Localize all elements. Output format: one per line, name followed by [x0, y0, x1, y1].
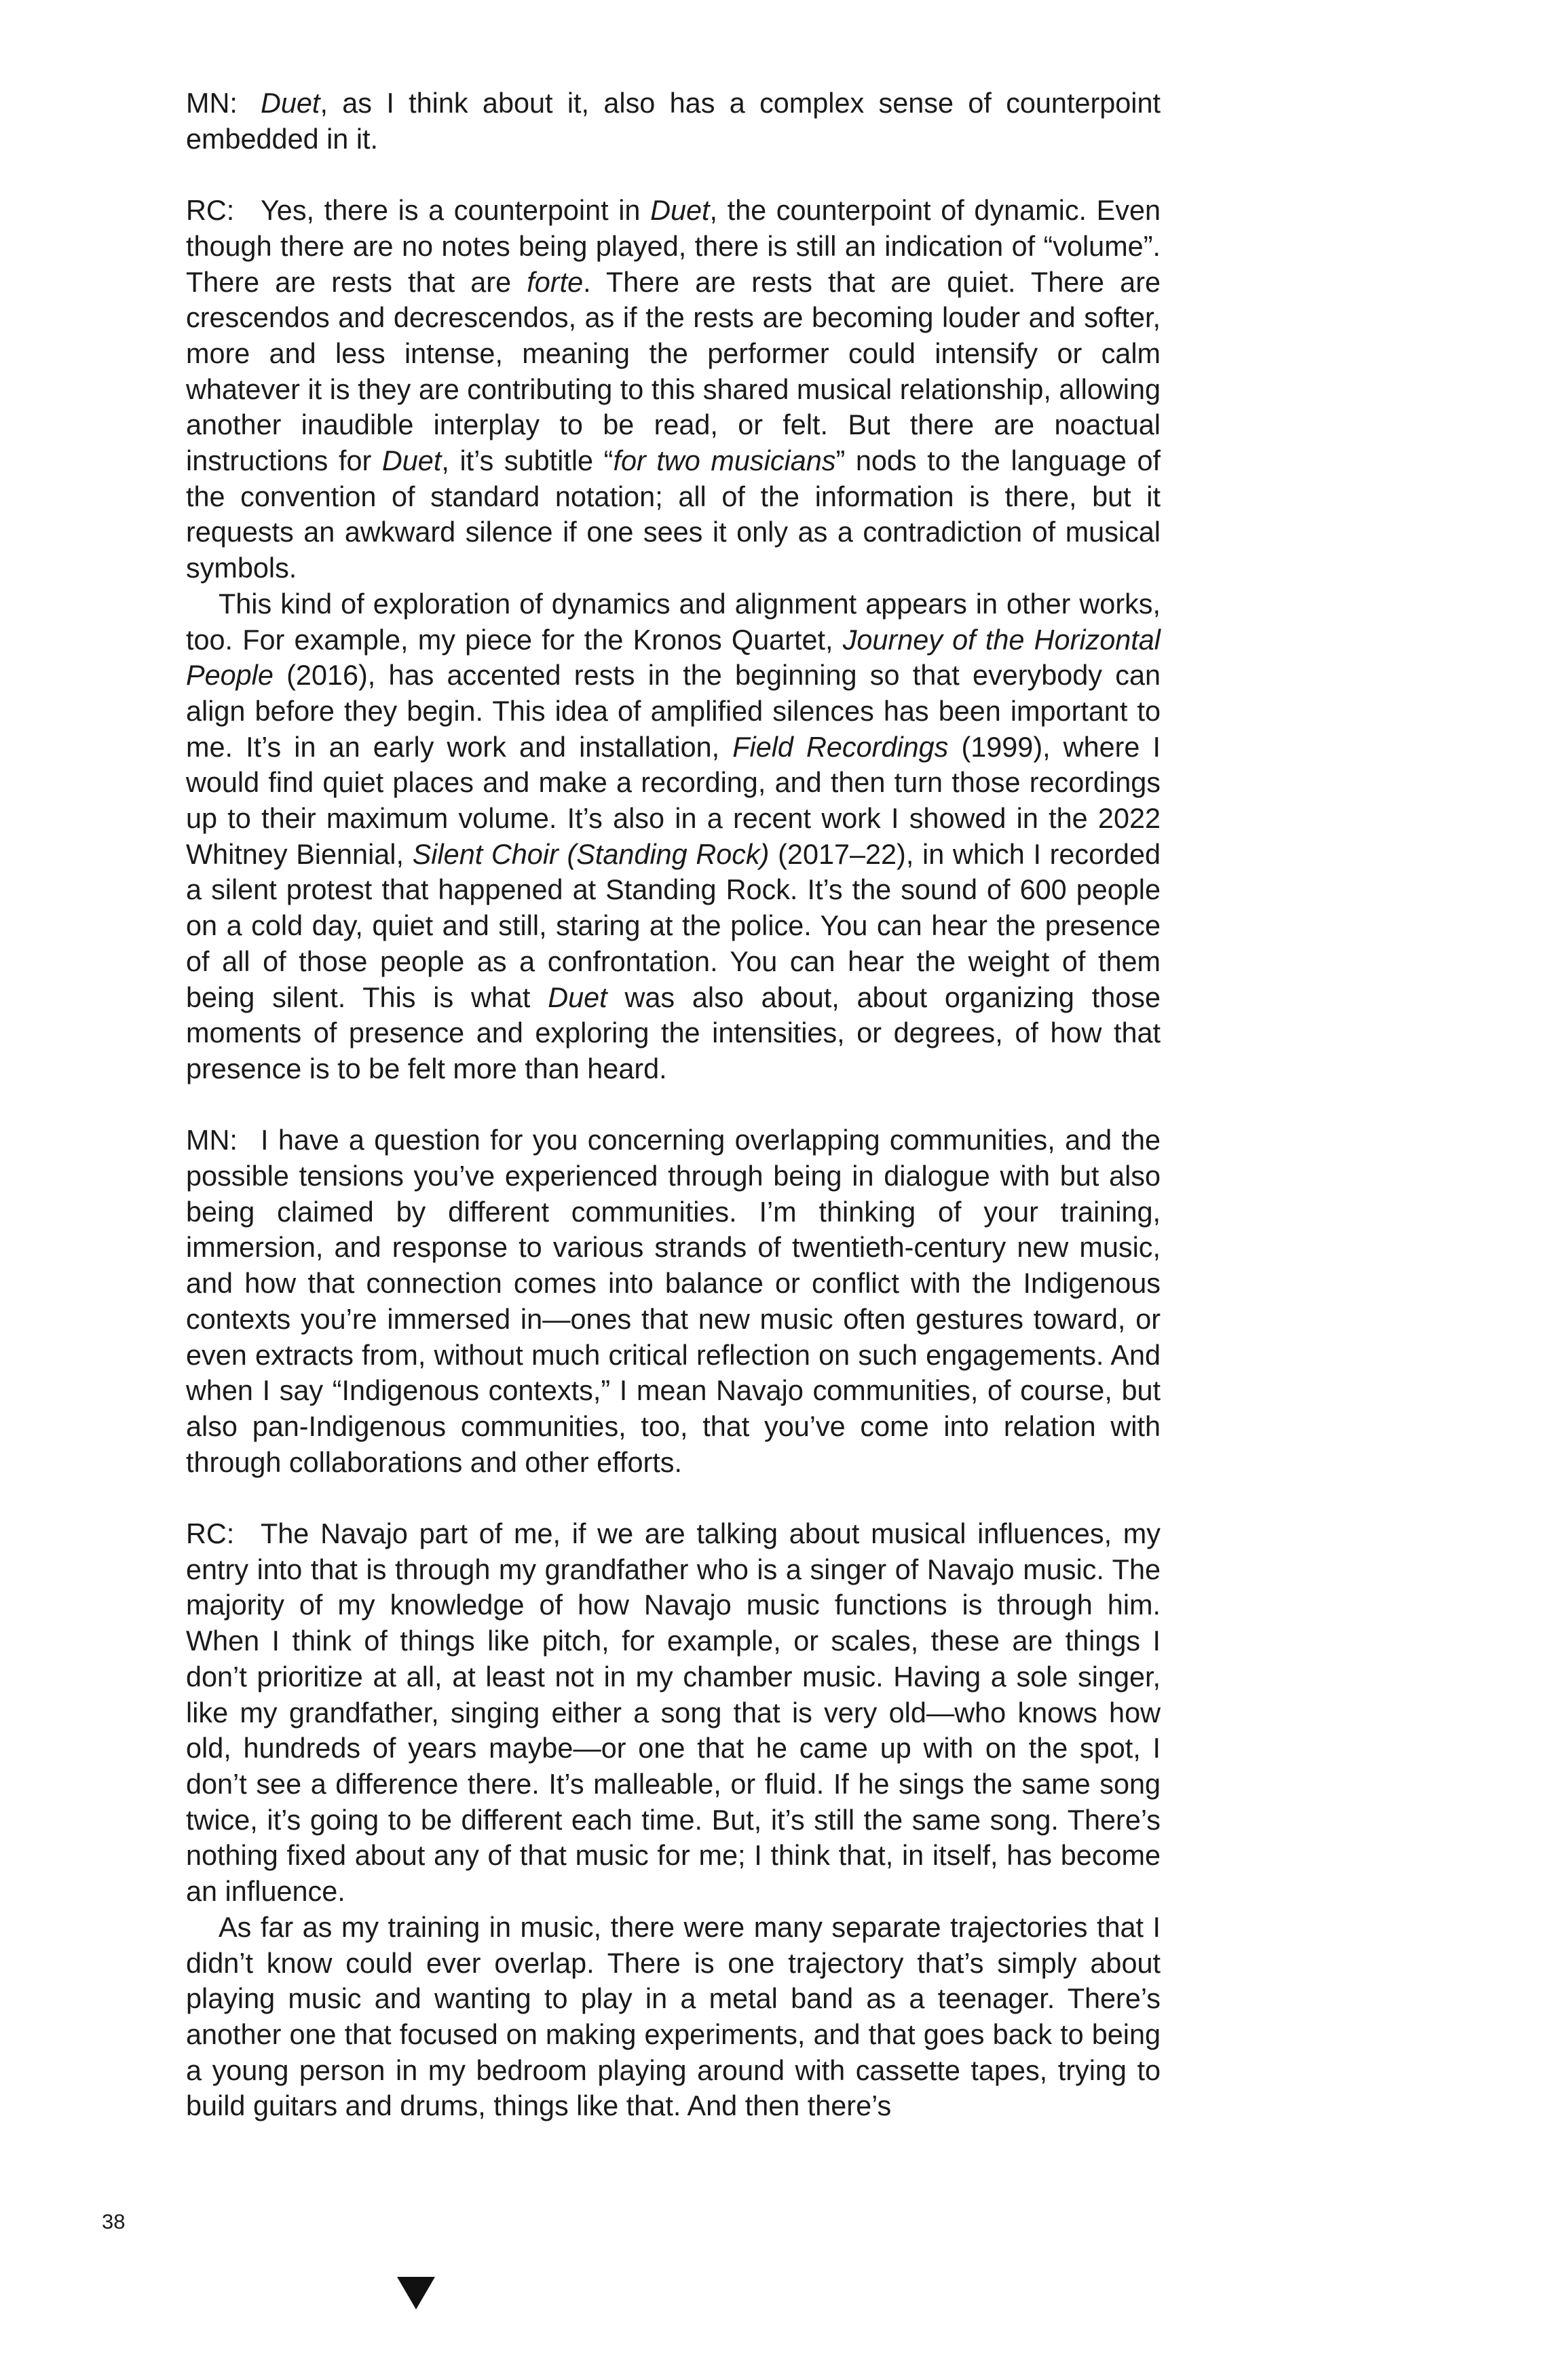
- text-run: was also about, about organizing those moments of presence and exploring the intensities, or degrees, of how that presence is to be felt more than heard.: [186, 981, 1161, 1084]
- text-run: (1999), where I would find quiet places and make a recording, and then turn those recordings up to their maximum volume. It’s also in a recent work I showed in the 2022 Whitney Biennial,: [186, 731, 1161, 870]
- italic-title-text: Journey of the Horizontal People: [186, 624, 1161, 692]
- text-run: , it’s subtitle “: [441, 445, 614, 477]
- italic-title-text: Duet: [548, 981, 607, 1013]
- interview-text-column: [186, 86, 1161, 2124]
- italic-title-text: Duet: [381, 445, 442, 477]
- italic-title-text: Field Recordings: [732, 731, 949, 763]
- paragraph: [186, 1910, 1161, 2124]
- speaker-label: MN:: [186, 1125, 238, 1156]
- text-run: . There are rests that are quiet. There are crescendos and decrescendos, as if the rests are becoming louder and softer, more and less intense, meaning the performer could intensify or calm whatever it is they are contributing to this shared musical relationship, allowing another inaudible interplay to be read, or felt. But there are noactual instructions for: [186, 266, 1161, 477]
- italic-title-text: for two musicians: [613, 445, 836, 477]
- italic-title-text: Duet: [261, 88, 320, 119]
- paragraph: [186, 1516, 1161, 1910]
- text-run: , as I think about it, also has a complex sense of counterpoint embedded in it.: [186, 88, 1161, 155]
- speaker-label: RC:: [186, 195, 235, 227]
- paragraph: [186, 193, 1161, 586]
- down-triangle-shape: [397, 2277, 435, 2309]
- paragraph: [186, 86, 1161, 157]
- italic-title-text: Silent Choir (Standing Rock): [412, 838, 770, 870]
- text-run: ” nods to the language of the convention of standard notation; all of the information is there, but it requests an awkward silence if one sees it only as a contradiction of musical symbols.: [186, 445, 1161, 584]
- text-run: (2016), has accented rests in the beginning so that everybody can align before they begin. This idea of amplified silences has been important to me. It’s in an early work and installation,: [186, 660, 1161, 763]
- text-run: I have a question for you concerning overlapping communities, and the possible tensions you’ve experienced through being in dialogue with but also being claimed by different communities. I’m thinking of your training, immersion, and response to various strands of twentieth-century new music, and how that connection comes into balance or conflict with the Indigenous contexts you’re immersed in—ones that new music often gestures toward, or even extracts from, without much critical reflection on such engagements. And when I say “Indigenous contexts,” I mean Navajo communities, of course, but also pan-Indigenous communities, too, that you’ve come into relation with through collaborations and other efforts.: [186, 1125, 1161, 1478]
- down-triangle-icon: [397, 2277, 435, 2309]
- text-run: As far as my training in music, there were many separate trajectories that I didn’t know could ever overlap. There is one trajectory that’s simply about playing music and wanting to play in a metal band as a teenager. There’s another one that focused on making experiments, and that goes back to being a young person in my bedroom playing around with cassette tapes, trying to build guitars and drums, things like that. And then there’s: [186, 1911, 1161, 2122]
- text-run: , the counterpoint of dynamic. Even though there are no notes being played, there is still an indication of “volume”. There are rests that are: [186, 195, 1161, 298]
- paragraph: [186, 1122, 1161, 1480]
- text-run: This kind of exploration of dynamics and alignment appears in other works, too. For example, my piece for the Kronos Quartet,: [186, 588, 1161, 656]
- speaker-label: MN:: [186, 88, 238, 119]
- paragraph: [186, 586, 1161, 1087]
- italic-title-text: Duet: [650, 195, 710, 227]
- text-run: The Navajo part of me, if we are talking about musical influences, my entry into that is through my grandfather who is a singer of Navajo music. The majority of my knowledge of how Navajo music functions is through him. When I think of things like pitch, for example, or scales, these are things I don’t prioritize at all, at least not in my chamber music. Having a sole singer, like my grandfather, singing either a song that is very old—who knows how old, hundreds of years maybe—or one that he came up with on the spot, I don’t see a difference there. It’s malleable, or fluid. If he sings the same song twice, it’s going to be different each time. But, it’s still the same song. There’s nothing fixed about any of that music for me; I think that, in itself, has become an influence.: [186, 1518, 1161, 1908]
- italic-title-text: forte: [527, 266, 584, 298]
- text-run: Yes, there is a counterpoint in: [261, 195, 651, 227]
- text-run: (2017–22), in which I recorded a silent protest that happened at Standing Rock. It’s the sound of 600 people on a cold day, quiet and still, staring at the police. You can hear the presence of all of those people as a confrontation. You can hear the weight of them being silent. This is what: [186, 838, 1161, 1013]
- page-number: 38: [102, 2210, 126, 2233]
- speaker-label: RC:: [186, 1518, 235, 1550]
